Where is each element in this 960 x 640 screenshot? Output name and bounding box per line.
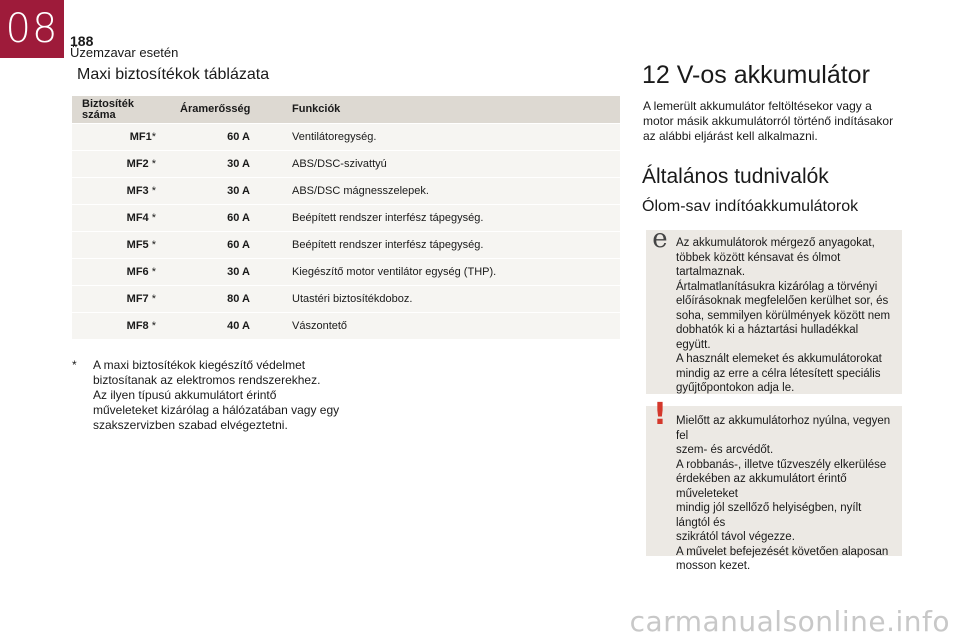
note-line: előírásoknak megfelelően kerülhet sor, és	[676, 295, 889, 307]
fuse-function: Utastéri biztosítékdoboz.	[282, 286, 620, 313]
footnote-ref: *	[148, 158, 156, 170]
fuse-current: 60 A	[170, 232, 282, 259]
note-line: tartalmaznak.	[676, 266, 746, 278]
fuse-id: MF1	[129, 131, 152, 143]
footnote-line: A maxi biztosítékok kiegészítő védelmet	[93, 358, 306, 372]
chapter-tab: 08	[0, 0, 64, 58]
watermark: carmanualsonline.info	[629, 605, 950, 638]
footnote-text	[93, 358, 352, 433]
note-line: Az akkumulátorok mérgező anyagokat,	[676, 237, 875, 249]
table-row	[72, 178, 620, 205]
battery-intro: A lemerült akkumulátor feltöltésekor vagy a motor másik akkumulátorról történő indításakor az alábbi eljárást kell alkalmazni.	[643, 99, 894, 143]
footnote-line: műveleteket kizárólag a hálózatában vagy egy	[93, 403, 340, 417]
table-row	[72, 313, 620, 340]
footnote-line: biztosítanak az elektromos rendszerekhez.	[93, 373, 321, 387]
battery-title: 12 V-os akkumulátor	[642, 61, 870, 89]
fuse-number	[72, 286, 170, 313]
column-header-current: Áramerősség	[170, 96, 282, 124]
fuse-function: ABS/DSC-szivattyú	[282, 151, 620, 178]
note-line: soha, semmilyen körülmények között nem	[676, 309, 891, 322]
table-row	[72, 205, 620, 232]
fuse-id: MF4	[126, 212, 149, 224]
fuse-table-title: Maxi biztosítékok táblázata	[77, 66, 270, 83]
fuse-current: 30 A	[170, 151, 282, 178]
environment-note-text	[676, 236, 892, 396]
footnote	[72, 358, 352, 433]
note-line: gyűjtőpontokon adja le.	[676, 382, 795, 394]
note-line: mindig az erre a célra létesített speciális	[676, 367, 881, 380]
fuse-table-header	[72, 96, 620, 124]
section-name: Üzemzavar esetén	[70, 45, 179, 60]
fuse-id: MF3	[126, 185, 149, 197]
footnote-mark: *	[72, 358, 77, 372]
fuse-current: 30 A	[170, 178, 282, 205]
table-row	[72, 232, 620, 259]
note-line: dobhatók ki a háztartási hulladékkal együtt.	[676, 324, 859, 351]
note-line: szikrától távol végezze.	[676, 531, 795, 543]
footnote-ref: *	[151, 131, 156, 143]
fuse-number	[72, 151, 170, 178]
fuse-current: 60 A	[170, 124, 282, 151]
fuse-function: Ventilátoregység.	[282, 124, 620, 151]
footnote-ref: *	[148, 239, 156, 251]
table-row	[72, 259, 620, 286]
note-line: Mielőtt az akkumulátorhoz nyúlna, vegyen fel	[676, 415, 891, 442]
fuse-id: MF5	[126, 239, 149, 251]
fuse-number	[72, 124, 170, 151]
footnote-ref: *	[148, 185, 156, 197]
fuse-function: Beépített rendszer interfész tápegység.	[282, 232, 620, 259]
note-line: mindig jól szellőző helyiségben, nyílt lángtól és	[676, 502, 862, 529]
lead-acid-heading: Ólom-sav indítóakkumulátorok	[642, 198, 859, 215]
footnote-ref: *	[148, 266, 156, 278]
note-line: Ártalmatlanításukra kizárólag a törvényi	[676, 280, 878, 293]
environment-icon: e	[652, 224, 668, 254]
fuse-number	[72, 232, 170, 259]
note-line: mosson kezet.	[676, 560, 751, 572]
footnote-ref: *	[148, 212, 156, 224]
table-row	[72, 124, 620, 151]
fuse-id: MF6	[126, 266, 149, 278]
page-number: 188	[70, 33, 94, 49]
fuse-current: 60 A	[170, 205, 282, 232]
footnote-ref: *	[148, 320, 156, 332]
fuse-number	[72, 205, 170, 232]
fuse-function: Vászontető	[282, 313, 620, 340]
fuse-number	[72, 259, 170, 286]
note-line: A robbanás-, illetve tűzveszély elkerülése	[676, 458, 887, 471]
environment-note	[646, 224, 902, 394]
fuse-number	[72, 313, 170, 340]
fuse-function: Kiegészítő motor ventilátor egység (THP).	[282, 259, 620, 286]
note-line: A művelet befejezését követően alaposan	[676, 545, 889, 558]
table-row	[72, 151, 620, 178]
fuse-table	[72, 96, 620, 339]
footnote-line: szakszervizben szabad elvégeztetni.	[93, 418, 288, 432]
fuse-number	[72, 178, 170, 205]
fuse-id: MF2	[126, 158, 149, 170]
note-line: szem- és arcvédőt.	[676, 444, 774, 456]
fuse-current: 80 A	[170, 286, 282, 313]
footnote-ref: *	[148, 293, 156, 305]
table-row	[72, 286, 620, 313]
note-line: A használt elemeket és akkumulátorokat	[676, 353, 882, 365]
general-info-heading: Általános tudnivalók	[642, 165, 829, 188]
warning-icon: !	[653, 397, 667, 432]
column-header-functions: Funkciók	[282, 96, 620, 124]
fuse-id: MF7	[126, 293, 149, 305]
fuse-function: Beépített rendszer interfész tápegység.	[282, 205, 620, 232]
column-header-fuse-number: Biztosíték száma	[72, 96, 170, 124]
fuse-id: MF8	[126, 320, 149, 332]
note-line: többek között kénsavat és ólmot	[676, 251, 841, 264]
fuse-current: 40 A	[170, 313, 282, 340]
fuse-function: ABS/DSC mágnesszelepek.	[282, 178, 620, 205]
note-line: érdekében az akkumulátort érintő műveleteket	[676, 473, 847, 500]
fuse-current: 30 A	[170, 259, 282, 286]
warning-note	[646, 397, 902, 572]
warning-note-text	[676, 414, 892, 574]
footnote-line: Az ilyen típusú akkumulátort érintő	[93, 388, 277, 402]
fuse-table-body	[72, 124, 620, 340]
